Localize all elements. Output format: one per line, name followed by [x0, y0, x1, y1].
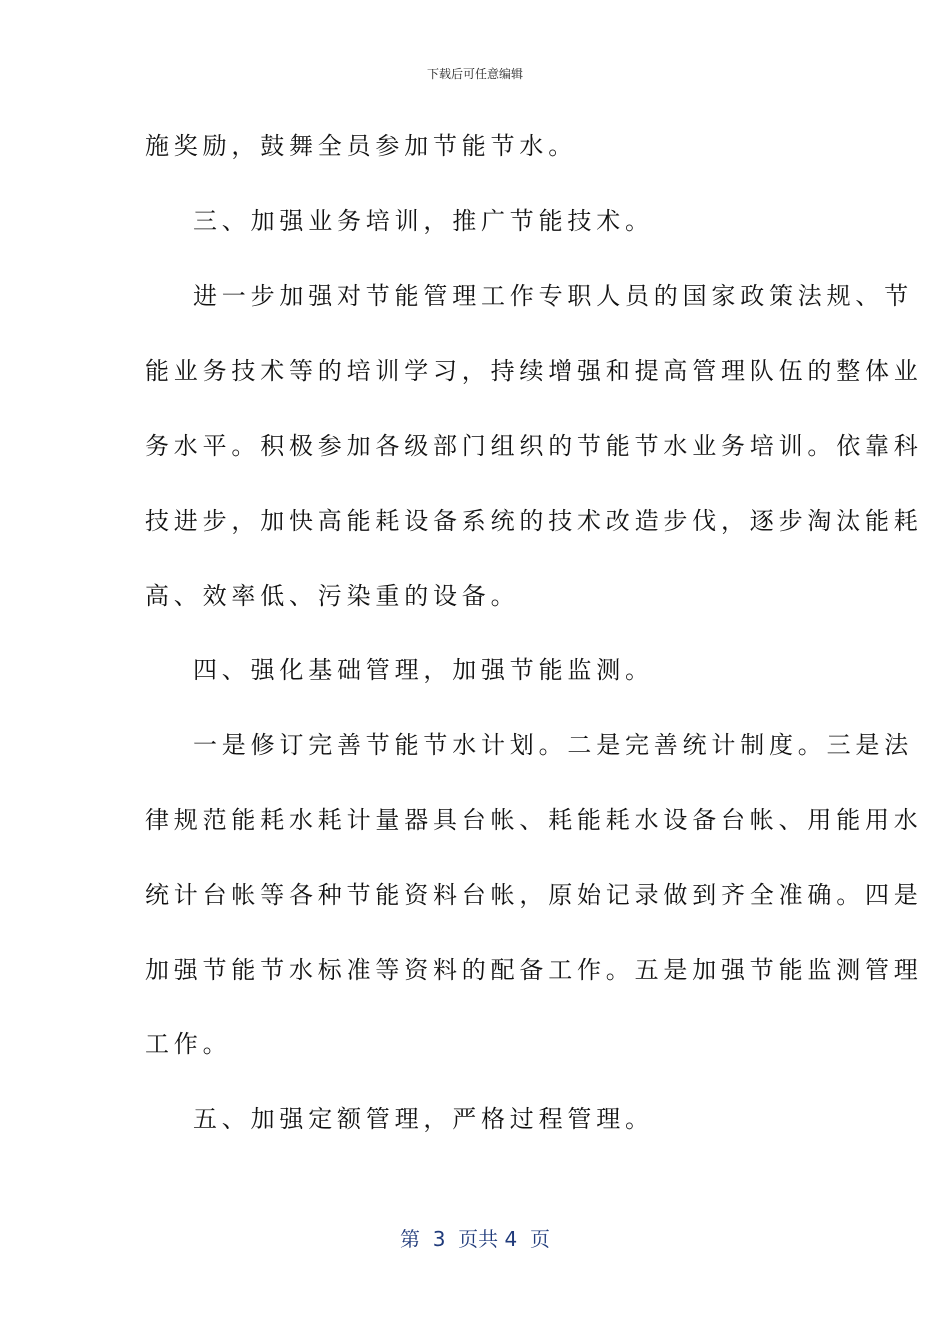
paragraph-line: 进一步加强对节能管理工作专职人员的国家政策法规、节: [193, 282, 913, 310]
paragraph-line: 一是修订完善节能节水计划。二是完善统计制度。三是法: [193, 731, 913, 759]
section-heading: 三、加强业务培训，推广节能技术。: [193, 207, 654, 235]
paragraph-line: 工作。: [145, 1030, 232, 1058]
paragraph-line: 施奖励，鼓舞全员参加节能节水。: [145, 132, 577, 160]
paragraph-line: 统计台帐等各种节能资料台帐，原始记录做到齐全准确。四是: [145, 881, 923, 909]
paragraph-line: 高、效率低、污染重的设备。: [145, 582, 520, 610]
paragraph-line: 务水平。积极参加各级部门组织的节能节水业务培训。依靠科: [145, 432, 923, 460]
paragraph-line: 技进步，加快高能耗设备系统的技术改造步伐，逐步淘汰能耗: [145, 507, 923, 535]
paragraph-line: 能业务技术等的培训学习，持续增强和提高管理队伍的整体业: [145, 357, 923, 385]
section-heading: 四、强化基础管理，加强节能监测。: [193, 656, 654, 684]
paragraph-line: 律规范能耗水耗计量器具台帐、耗能耗水设备台帐、用能用水: [145, 806, 923, 834]
header-note: 下载后可任意编辑: [426, 67, 523, 81]
section-heading: 五、加强定额管理，严格过程管理。: [193, 1105, 654, 1133]
page-number: 第 3 页共 4 页: [400, 1227, 550, 1251]
paragraph-line: 加强节能节水标准等资料的配备工作。五是加强节能监测管理: [145, 956, 923, 984]
